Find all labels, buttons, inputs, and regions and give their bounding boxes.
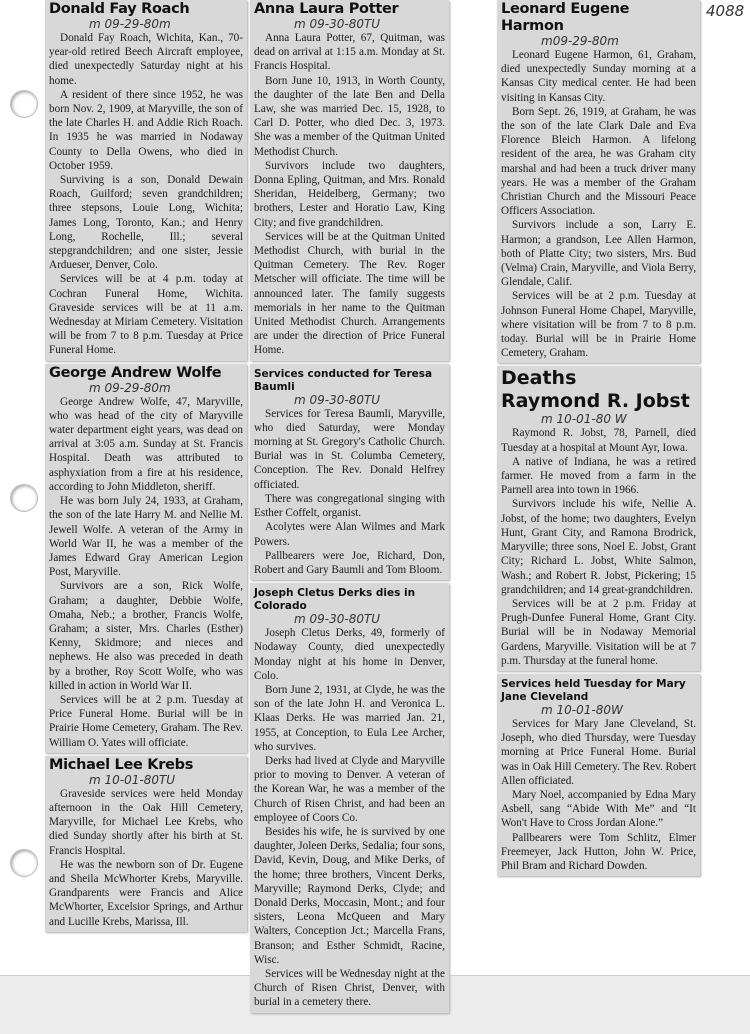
- obituary-paragraph: George Andrew Wolfe, 47, Maryville, who was head of the city of Maryville water department eight years, was dead on arrival at 3:05 a.m. Sunday at St. Francis Hospital. Death was attributed to asphyxiation from a fire at his residence, according to John Middleton, sheriff.: [49, 395, 243, 493]
- obituary-anna-laura-potter: [250, 0, 449, 361]
- obituary-heading: Raymond R. Jobst: [501, 390, 690, 413]
- obituary-paragraph: Services will be at 2 p.m. Friday at Prugh-Dunfee Funeral Home, Grant City. Burial will be in Nodaway Memorial Gardens, Maryville. Visitation will be at 7 p.m. Thursday at the funeral home.: [501, 597, 696, 667]
- obituary-donald-fay-roach: [45, 0, 247, 361]
- obituary-paragraph: Joseph Cletus Derks, 49, formerly of Nodaway County, died unexpectedly Monday night at his home in Denver, Colo.: [254, 627, 445, 682]
- obituary-paragraph: There was congregational singing with Esther Coffelt, organist.: [254, 492, 445, 520]
- obituary-paragraph: Survivors are a son, Rick Wolfe, Graham; a daughter, Debbie Wolfe, Omaha, Neb.; a brother, Francis Wolfe, Graham; a sister, Mrs. Charles (Esther) Kenny, Skidmore; and nieces and nephews. He also was preceded in death by a brother, Roy Scott Wolfe, who was killed in action in World War II.: [49, 580, 243, 692]
- obituary-paragraph: Acolytes were Alan Wilmes and Mark Powers.: [254, 521, 445, 548]
- obituary-paragraph: Mary Noel, accompanied by Edna Mary Asbell, sang “Abide With Me” and “It Won't Have to Cross Jordan Alone.”: [501, 788, 696, 830]
- obituary-heading: Joseph Cletus Derks dies in Colorado: [254, 587, 416, 613]
- obituary-paragraph: Survivors include two daughters, Donna Epling, Quitman, and Mrs. Ronald Sheridan, Heidelberg, Germany; two brothers, Lester and Horatio Law, King City; and five grandchildren.: [254, 159, 445, 229]
- obituary-paragraph: Services will be at the Quitman United Methodist Church, with burial in the Quitman Cemetery. The Rev. Roger Metscher will officiate. The time will be announced later. The family suggests memorials in her name to the Quitman United Methodist Church. Arrangements are under the direction of Price Funeral Home.: [254, 230, 445, 357]
- punch-hole: [10, 90, 38, 118]
- obituary-paragraph: Surviving is a son, Donald Dewain Roach, Guilford; seven grandchildren; three stepsons, Louie Long, Wichita; James Long, Toronto, Kan.; and Henry Long, Rochelle, Ill.; several stepgrandchildren; and one sister, Jessie Ardueser, Denver, Colo.: [49, 174, 243, 272]
- obituary-paragraph: Raymond R. Jobst, 78, Parnell, died Tuesday at a hospital at Mount Ayr, Iowa.: [501, 427, 696, 454]
- obituary-george-andrew-wolfe: [45, 364, 247, 753]
- obituary-raymond-r-jobst: [497, 366, 700, 670]
- handwritten-date-note: m 10-01-80W: [541, 702, 623, 717]
- obituary-paragraph: Leonard Eugene Harmon, 61, Graham, died unexpectedly Sunday morning at a Kansas City medical center. He had been visiting in Kansas City.: [501, 49, 696, 104]
- obituary-heading: Leonard Eugene Harmon: [501, 1, 630, 34]
- handwritten-date-note: m 10-01-80 W: [541, 412, 627, 427]
- section-heading: Deaths: [501, 367, 577, 390]
- obituary-paragraph: Besides his wife, he is survived by one daughter, Joleen Derks, Sedalia; four sons, David, Kevin, Doug, and Mike Derks, of the home; three brothers, Vincent Derks, Maryville; Raymond Derks, Clyde; and Donald Derks, Moccasin, Mont.; and four sisters, Leona McQueen and Mary Walters, Conception Jct.; Marcella Frans, Branson; and Esther Schmidt, Racine, Wisc.: [254, 825, 445, 966]
- obituary-paragraph: A resident of there since 1952, he was born Nov. 2, 1909, at Maryville, the son of the late Charles H. and Addie Rich Roach. In 1935 he was married in Nodaway County to Della Owens, who died in October 1959.: [49, 88, 243, 172]
- column-right: [497, 0, 700, 876]
- obituary-paragraph: Donald Fay Roach, Wichita, Kan., 70-year-old retired Beech Aircraft employee, died unexpectedly Saturday night at his home.: [49, 32, 243, 87]
- page-number: 4088: [706, 2, 745, 20]
- obituary-joseph-cletus-derks: [250, 583, 449, 1012]
- obituary-paragraph: Services will be at 2 p.m. Tuesday at Johnson Funeral Home Chapel, Maryville, where visitation will be from 7 to 8 p.m. today. Burial will be in Prairie Home Cemetery, Graham.: [501, 290, 696, 360]
- obituary-paragraph: Services will be Wednesday night at the Church of Risen Christ, Denver, with burial in a cemetery there.: [254, 967, 445, 1009]
- punch-hole: [10, 849, 38, 877]
- obituary-paragraph: Pallbearers were Joe, Richard, Don, Robert and Gary Baumli and Tom Bloom.: [254, 549, 445, 576]
- obituary-paragraph: Derks had lived at Clyde and Maryville prior to moving to Denver. A veteran of the Korean War, he was a member of the Church of Risen Christ, and had been an employee of Coors Co.: [254, 754, 445, 824]
- obituary-paragraph: He was born July 24, 1933, at Graham, the son of the late Harry M. and Nellie M. Jewell Wolfe. A veteran of the Army in World War II, he was a member of the James Edward Gray American Legion Post, Maryville.: [49, 495, 243, 579]
- handwritten-date-note: m 10-01-80TU: [89, 772, 176, 787]
- obituary-paragraph: A native of Indiana, he was a retired farmer. He moved from a farm in the Parnell area into town in 1966.: [501, 455, 696, 497]
- obituary-heading: Michael Lee Krebs: [49, 756, 194, 773]
- obituary-heading: Services held Tuesday for Mary Jane Cleveland: [501, 677, 686, 703]
- column-middle: [250, 0, 449, 1013]
- handwritten-date-note: m 09-30-80TU: [294, 17, 381, 31]
- punch-hole: [10, 484, 38, 512]
- obituary-paragraph: Anna Laura Potter, 67, Quitman, was dead on arrival at 1:15 a.m. Monday at St. Francis Hospital.: [254, 32, 445, 73]
- handwritten-date-note: m 09-30-80TU: [294, 392, 381, 407]
- obituary-michael-lee-krebs: [45, 756, 247, 932]
- obituary-heading: Anna Laura Potter: [254, 1, 399, 17]
- obituary-paragraph: Born Sept. 26, 1919, at Graham, he was the son of the late Clark Dale and Eva Florence Bleich Harmon. A lifelong resident of the area, he was Graham city marshal and had been a truck driver many years. He was a member of the Graham Christian Church and the Missouri Peace Officers Association.: [501, 105, 696, 218]
- obituary-heading: George Andrew Wolfe: [49, 364, 222, 381]
- obituary-paragraph: Survivors include his wife, Nellie A. Jobst, of the home; two daughters, Evelyn Hunt, Grant City, and Ramona Brodrick, Maryville; three sons, Noel E. Jobst, Grant City; Richard L. Jobst, White Salmon, Wash.; and Robert R. Jobst, Pickering; 15 grandchildren; and 14 great-grandchildren.: [501, 498, 696, 596]
- obituary-paragraph: Pallbearers were Tom Schlitz, Elmer Freemeyer, Jack Hutton, John W. Price, Phil Bram and Richard Dowden.: [501, 831, 696, 872]
- obituary-paragraph: Services will be at 4 p.m. today at Cochran Funeral Home, Wichita. Graveside services will be at 11 a.m. Wednesday at Miriam Cemetery. Visitation will be from 7 to 8 p.m. Tuesday at Price Funeral Home.: [49, 273, 243, 357]
- column-left: [45, 0, 247, 932]
- obituary-teresa-baumli: [250, 364, 449, 580]
- obituary-heading: Services conducted for Teresa Baumli: [254, 367, 433, 393]
- obituary-paragraph: Graveside services were held Monday afternoon in the Oak Hill Cemetery, Maryville, for Michael Lee Krebs, who died Sunday shortly after his birth at St. Francis Hospital.: [49, 787, 243, 857]
- obituary-paragraph: Services for Teresa Baumli, Maryville, who died Saturday, were Monday morning at St. Gregory's Catholic Church. Burial was in St. Columba Cemetery, Conception. The Rev. Donald Helfrey officiated.: [254, 407, 445, 491]
- obituary-paragraph: Born June 10, 1913, in Worth County, the daughter of the late Ben and Della Law, she was married Dec. 15, 1928, to Carl D. Potter, who died Dec. 3, 1973. She was a member of the Quitman United Methodist Church.: [254, 74, 445, 158]
- handwritten-date-note: m 09-29-80m: [89, 380, 171, 395]
- handwritten-date-note: m09-29-80m: [541, 34, 619, 48]
- obituary-mary-jane-cleveland: [497, 674, 700, 876]
- obituary-paragraph: Born June 2, 1931, at Clyde, he was the son of the late John H. and Veronica L. Klaas Derks. He was married Jan. 21, 1955, at Conception, to Eula Lee Archer, who survives.: [254, 683, 445, 753]
- obituary-paragraph: Services for Mary Jane Cleveland, St. Joseph, who died Thursday, were Tuesday morning at Price Funeral Home. Burial was in Oak Hill Cemetery. The Rev. Robert Allen officiated.: [501, 717, 697, 787]
- obituary-paragraph: Services will be at 2 p.m. Tuesday at Price Funeral Home. Burial will be in Prairie Home Cemetery, Graham. The Rev. William O. Yates will officiate.: [49, 693, 243, 749]
- obituary-heading: Donald Fay Roach: [49, 1, 190, 17]
- obituary-leonard-eugene-harmon: [497, 0, 700, 363]
- obituary-paragraph: Survivors include a son, Larry E. Harmon; a grandson, Lee Allen Harmon, both of Platte City; two sisters, Mrs. Bud (Velma) Crain, Maryville, and Viola Berry, Glendale, Calif.: [501, 219, 696, 289]
- handwritten-date-note: m 09-29-80m: [89, 17, 171, 31]
- handwritten-date-note: m 09-30-80TU: [294, 612, 381, 627]
- obituary-paragraph: He was the newborn son of Dr. Eugene and Sheila McWhorter Krebs, Maryville. Grandparents were Francis and Alice McWhorter, Excelsior Springs, and Arthur and Lucille Krebs, Marissa, Ill.: [49, 858, 243, 928]
